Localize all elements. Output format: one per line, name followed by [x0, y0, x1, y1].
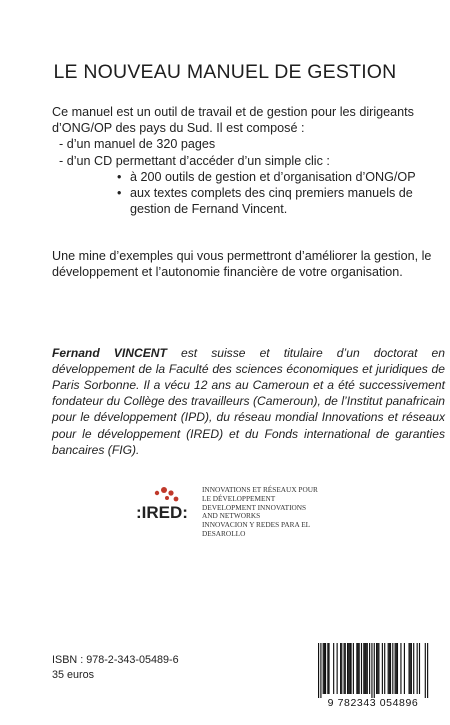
barcode-bar [350, 643, 351, 694]
bullet-item-texts: • aux textes complets des cinq premiers manuels de gestion de Fernand Vincent. [106, 185, 444, 217]
dash-item-manual: - d’un manuel de 320 pages [59, 137, 216, 152]
isbn-block [52, 653, 179, 683]
barcode-bar [363, 643, 364, 694]
barcode-bar [341, 643, 342, 694]
barcode-bar [344, 643, 345, 694]
barcode-bar [392, 643, 393, 694]
barcode-bar [377, 643, 378, 694]
barcode-bar [348, 643, 349, 694]
barcode-bar [361, 643, 362, 694]
barcode-digits: 9 782343 054896 [327, 697, 419, 709]
page-title: LE NOUVEAU MANUEL DE GESTION [53, 61, 397, 83]
barcode [306, 641, 440, 709]
barcode-bar [425, 643, 426, 698]
logo-wordmark: :IRED: [136, 503, 188, 522]
author-bio-text: est suisse et titulaire d’un doctorat en développement de la Faculté des sciences économiques et juridiques de Paris Sorbonne. Il a vécu 12 ans au Cameroun et a été successivement fondateur du Collège des travailleurs (Cameroun), de l’Institut panafricain pour le développement (IPD), du réseau mondial Innovations et réseaux pour le développement (IRED) et du Fonds international de garanties bancaires (FIG). [52, 346, 445, 457]
author-bio [52, 345, 445, 458]
barcode-bar [328, 643, 329, 694]
barcode-bar [356, 643, 357, 694]
barcode-bar [400, 643, 401, 694]
intro-line-2: d’ONG/OP des pays du Sud. Il est composé : [52, 121, 305, 136]
barcode-bar [408, 643, 409, 694]
ired-logo-icon [123, 484, 201, 528]
summary-paragraph: Une mine d’exemples qui vous permettront d’améliorer la gestion, le développement et l’autonomie financière de votre organisation. [52, 248, 432, 279]
barcode-bar [366, 643, 367, 694]
barcode-bar [411, 643, 412, 694]
barcode-bar [396, 643, 397, 694]
ired-logo [123, 484, 201, 528]
barcode-bar [371, 643, 372, 698]
ired-description [202, 486, 362, 539]
logo-dot [168, 490, 173, 495]
barcode-bar [369, 643, 370, 694]
barcode-bar [376, 643, 377, 694]
barcode-bar [367, 643, 368, 694]
barcode-bar [345, 643, 346, 694]
barcode-bar [364, 643, 365, 694]
barcode-bar [357, 643, 358, 694]
barcode-bar [374, 643, 375, 698]
content-dash-list [52, 136, 444, 168]
org-line: AND NETWORKS [202, 511, 261, 521]
barcode-bar [378, 643, 379, 694]
barcode-bar [397, 643, 398, 694]
barcode-bar [390, 643, 391, 694]
intro-line-1: Ce manuel est un outil de travail et de gestion pour les dirigeants [52, 105, 414, 119]
org-line: DEVELOPMENT INNOVATIONS [202, 502, 307, 512]
barcode-bar [323, 643, 324, 694]
barcode-bar [419, 643, 420, 694]
barcode-icon [306, 641, 440, 709]
barcode-bar [389, 643, 390, 694]
barcode-bar [320, 643, 321, 698]
bullet-item-tools: • à 200 outils de gestion et d’organisation d’ONG/OP [106, 169, 444, 185]
barcode-bar [417, 643, 418, 694]
logo-dot [174, 497, 179, 502]
barcode-bar [337, 643, 338, 694]
org-line: INNOVATIONS ET RÉSEAUX POUR [202, 485, 318, 494]
barcode-bar [384, 643, 385, 694]
barcode-bar [382, 643, 383, 694]
org-line: LE DÉVELOPPEMENT [202, 493, 276, 503]
barcode-bar [327, 643, 328, 694]
barcode-bar [388, 643, 389, 694]
dash-item-cd: - d’un CD permettant d’accéder d’un simple clic : [59, 153, 330, 168]
barcode-bar [347, 643, 348, 694]
logo-dot [155, 491, 159, 495]
barcode-bar [318, 643, 319, 698]
author-name: Fernand VINCENT [52, 346, 167, 361]
barcode-bar [404, 643, 405, 694]
cd-bullet-list [52, 169, 444, 218]
barcode-bar [359, 643, 360, 694]
barcode-bar [333, 643, 334, 694]
org-line: DESAROLLO [202, 528, 246, 538]
intro-paragraph [52, 104, 444, 217]
price: 35 euros [52, 669, 95, 681]
barcode-bar [325, 643, 326, 694]
org-line: INNOVACION Y REDES PARA EL [202, 520, 311, 530]
barcode-bar [349, 643, 350, 694]
barcode-bar [413, 643, 414, 694]
barcode-bar [353, 643, 354, 694]
isbn-number: ISBN : 978-2-343-05489-6 [52, 654, 179, 666]
barcode-bar [395, 643, 396, 694]
logo-dot [165, 496, 169, 500]
barcode-bar [410, 643, 411, 694]
barcode-bar [340, 643, 341, 694]
barcode-bar [427, 643, 428, 698]
barcode-bar [324, 643, 325, 694]
logo-dot [161, 487, 167, 493]
